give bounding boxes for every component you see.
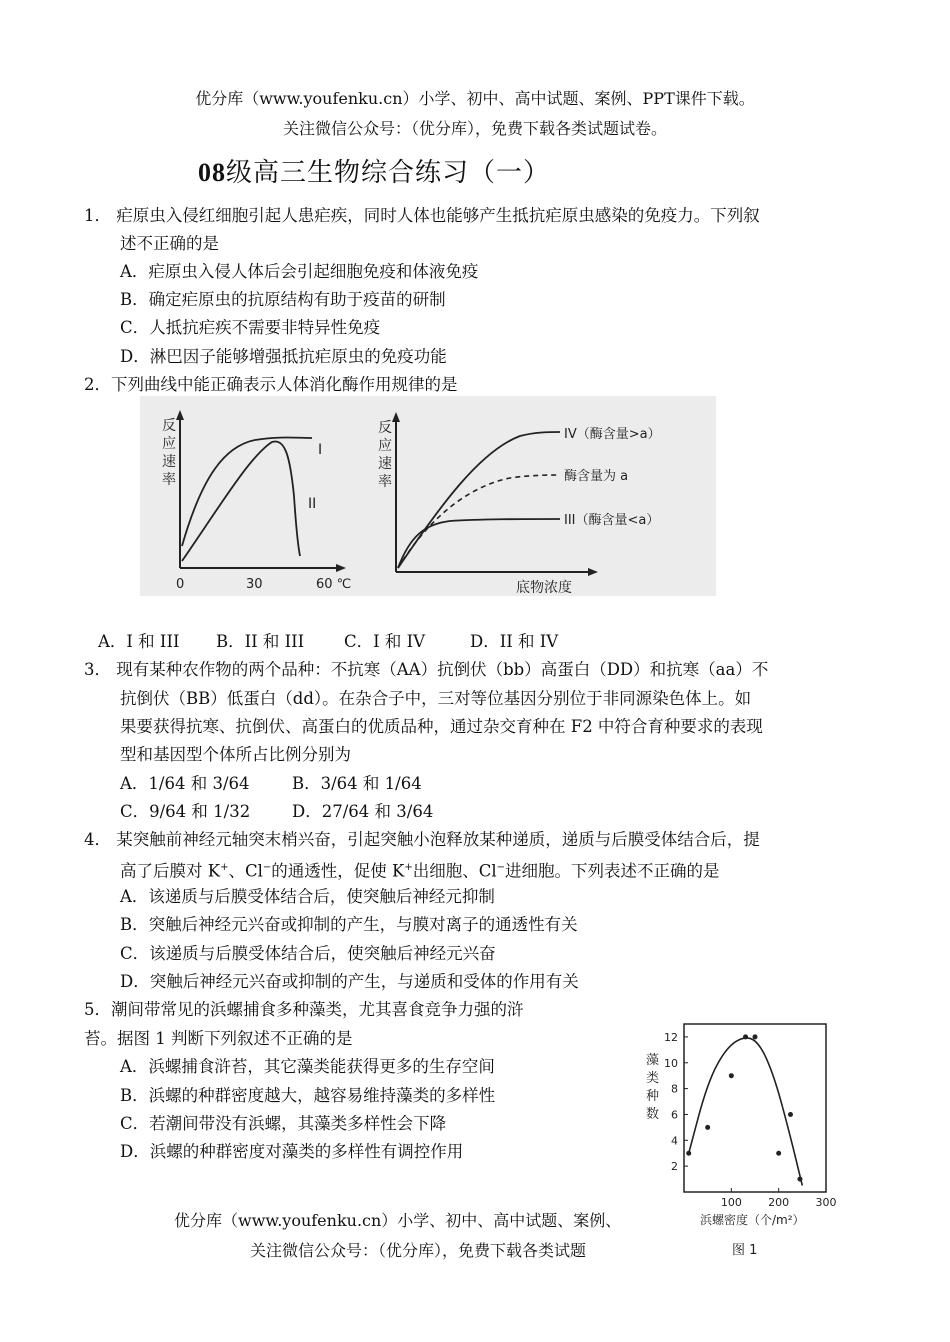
q4-text-b: 、Cl <box>228 861 263 881</box>
title-text: 级高三生物综合练习（一） <box>226 158 551 188</box>
q3-option-a: A．1/64 和 3/64 <box>120 774 250 793</box>
fig1-fit-curve <box>689 1038 803 1186</box>
q4-option-c: C．该递质与后膜受体结合后，使突触后神经元兴奋 <box>120 944 496 963</box>
q1-option-c: C．人抵抗疟疾不需要非特异性免疫 <box>120 318 381 337</box>
q3-stem-line-2: 抗倒伏（BB）低蛋白（dd）。在杂合子中，三对等位基因分别位于非同源染色体上。如 <box>120 689 752 708</box>
right-ylabel-2: 应 <box>378 438 392 454</box>
fig1-data-point <box>797 1177 802 1182</box>
q2-option-a: A．I 和 III <box>98 632 180 651</box>
q3-options-row-2 <box>120 798 433 826</box>
right-ylabel-3: 速 <box>378 456 392 472</box>
right-curve-a-label: 酶含量为 a <box>564 469 629 484</box>
q4-sup-2: − <box>262 862 272 873</box>
q4-text-e: 进细胞。下列表述不正确的是 <box>505 861 720 881</box>
page-title <box>198 152 550 189</box>
left-ylabel-2: 应 <box>162 436 176 452</box>
q3-stem-line-1: 3． 现有某种农作物的两个品种：不抗寒（AA）抗倒伏（bb）高蛋白（DD）和抗寒（aa）不 <box>84 660 769 679</box>
q4-stem-line-2 <box>120 854 720 886</box>
fig1-xtick-label: 300 <box>815 1196 837 1209</box>
header-line-2: 关注微信公众号：（优分库），免费下载各类试题试卷。 <box>282 119 667 138</box>
header-line-1: 优分库（www.youfenku.cn）小学、初中、高中试题、案例、PPT课件下载。 <box>195 89 755 108</box>
right-ylabel-4: 率 <box>378 474 392 490</box>
right-curve-iii-label: III（酶含量<a） <box>564 513 660 528</box>
fig1-ytick-label: 12 <box>664 1030 678 1044</box>
q5-stem-line-1: 5．潮间带常见的浜螺捕食多种藻类，尤其喜食竞争力强的浒 <box>84 1000 524 1019</box>
left-curve-ii-label: II <box>308 496 317 512</box>
q3-stem-line-4: 型和基因型个体所占比例分别为 <box>120 745 351 764</box>
fig1-data-point <box>729 1073 734 1078</box>
q2-option-d: D．II 和 IV <box>470 632 559 651</box>
fig1-data-point <box>705 1125 710 1130</box>
q1-option-a: A．疟原虫入侵人体后会引起细胞免疫和体液免疫 <box>120 262 479 281</box>
q5-option-d: D．浜螺的种群密度对藻类的多样性有调控作用 <box>120 1142 464 1161</box>
q4-sup-4: − <box>496 862 506 873</box>
q4-option-a: A．该递质与后膜受体结合后，使突触后神经元抑制 <box>120 887 495 906</box>
fig1-xlabel: 浜螺密度（个/m²） <box>700 1213 805 1227</box>
fig1-ytick-label: 2 <box>671 1160 678 1174</box>
fig1-ytick-label: 6 <box>671 1108 678 1122</box>
title-number: 08 <box>198 158 226 187</box>
figure-1-chart <box>640 1012 840 1262</box>
q3-option-c: C．9/64 和 1/32 <box>120 802 251 821</box>
fig1-xtick-label: 100 <box>720 1196 742 1209</box>
q5-option-b: B．浜螺的种群密度越大，越容易维持藻类的多样性 <box>120 1086 496 1105</box>
q5-option-c: C．若潮间带没有浜螺，其藻类多样性会下降 <box>120 1114 447 1133</box>
fig1-xtick-label: 200 <box>768 1196 790 1209</box>
fig1-data-point <box>776 1151 781 1156</box>
q2-options-row <box>98 628 558 656</box>
footer-line-1: 优分库（www.youfenku.cn）小学、初中、高中试题、案例、 <box>174 1211 622 1230</box>
q4-text-c: 的通透性，促使 K <box>271 861 405 881</box>
fig1-data-point <box>753 1034 758 1039</box>
q3-options-row-1 <box>120 770 422 798</box>
q4-option-b: B．突触后神经元兴奋或抑制的产生，与膜对离子的通透性有关 <box>120 915 578 934</box>
q5-option-a: A．浜螺捕食浒苔，其它藻类能获得更多的生存空间 <box>120 1057 495 1076</box>
fig1-data-point <box>788 1112 793 1117</box>
left-xtick-30: 30 <box>246 577 263 592</box>
left-ylabel-3: 速 <box>162 454 176 470</box>
q4-stem-line-1: 4． 某突触前神经元轴突末梢兴奋，引起突触小泡释放某种递质，递质与后膜受体结合后，提 <box>84 830 760 849</box>
q2-option-c: C．I 和 IV <box>344 632 426 651</box>
fig1-plot-frame <box>684 1024 826 1192</box>
right-xlabel: 底物浓度 <box>516 580 572 596</box>
q4-text-a: 高了后膜对 K <box>120 861 221 881</box>
fig1-ytick-label: 10 <box>664 1056 678 1070</box>
fig1-data-point <box>686 1151 691 1156</box>
q1-option-b: B．确定疟原虫的抗原结构有助于疫苗的研制 <box>120 290 446 309</box>
q3-option-d: D．27/64 和 3/64 <box>292 802 434 821</box>
fig1-ylabel-2: 类 <box>646 1071 660 1086</box>
fig1-caption: 图 1 <box>732 1243 758 1258</box>
left-xtick-60: 60 ℃ <box>316 577 352 592</box>
q4-sup-3: + <box>404 862 413 873</box>
q4-text-d: 出细胞、Cl <box>412 861 497 881</box>
q3-option-b: B．3/64 和 1/64 <box>292 774 422 793</box>
q1-option-d: D．淋巴因子能够增强抵抗疟原虫的免疫功能 <box>120 347 447 366</box>
q4-sup-1: + <box>220 862 229 873</box>
right-curve-iv-label: IV（酶含量>a） <box>564 427 661 442</box>
q5-stem-line-2: 苔。据图 1 判断下列叙述不正确的是 <box>84 1029 353 1048</box>
left-ylabel-4: 率 <box>162 472 176 488</box>
fig1-data-point <box>743 1034 748 1039</box>
q2-stem: 2．下列曲线中能正确表示人体消化酶作用规律的是 <box>84 375 458 394</box>
right-ylabel-1: 反 <box>378 420 392 436</box>
fig1-ylabel-3: 种 <box>646 1089 660 1104</box>
fig1-ylabel-1: 藻 <box>646 1053 660 1068</box>
q1-stem-line-2: 述不正确的是 <box>120 234 219 253</box>
q2-option-b: B．II 和 III <box>216 632 305 651</box>
footer-line-2: 关注微信公众号：（优分库），免费下载各类试题 <box>250 1241 587 1260</box>
fig1-ytick-label: 8 <box>671 1082 678 1096</box>
q2-figure <box>140 396 716 596</box>
fig1-ytick-label: 4 <box>671 1134 678 1148</box>
q1-stem-line-1: 1． 疟原虫入侵红细胞引起人患疟疾，同时人体也能够产生抵抗疟原虫感染的免疫力。下列叙 <box>84 206 760 225</box>
q4-option-d: D．突触后神经元兴奋或抑制的产生，与递质和受体的作用有关 <box>120 972 579 991</box>
fig1-ylabel-4: 数 <box>646 1107 660 1122</box>
left-curve-i-label: I <box>318 442 323 458</box>
q3-stem-line-3: 果要获得抗寒、抗倒伏、高蛋白的优质品种，通过杂交育种在 F2 中符合育种要求的表现 <box>120 717 763 736</box>
left-ylabel-1: 反 <box>162 418 176 434</box>
left-xtick-0: 0 <box>176 577 185 592</box>
